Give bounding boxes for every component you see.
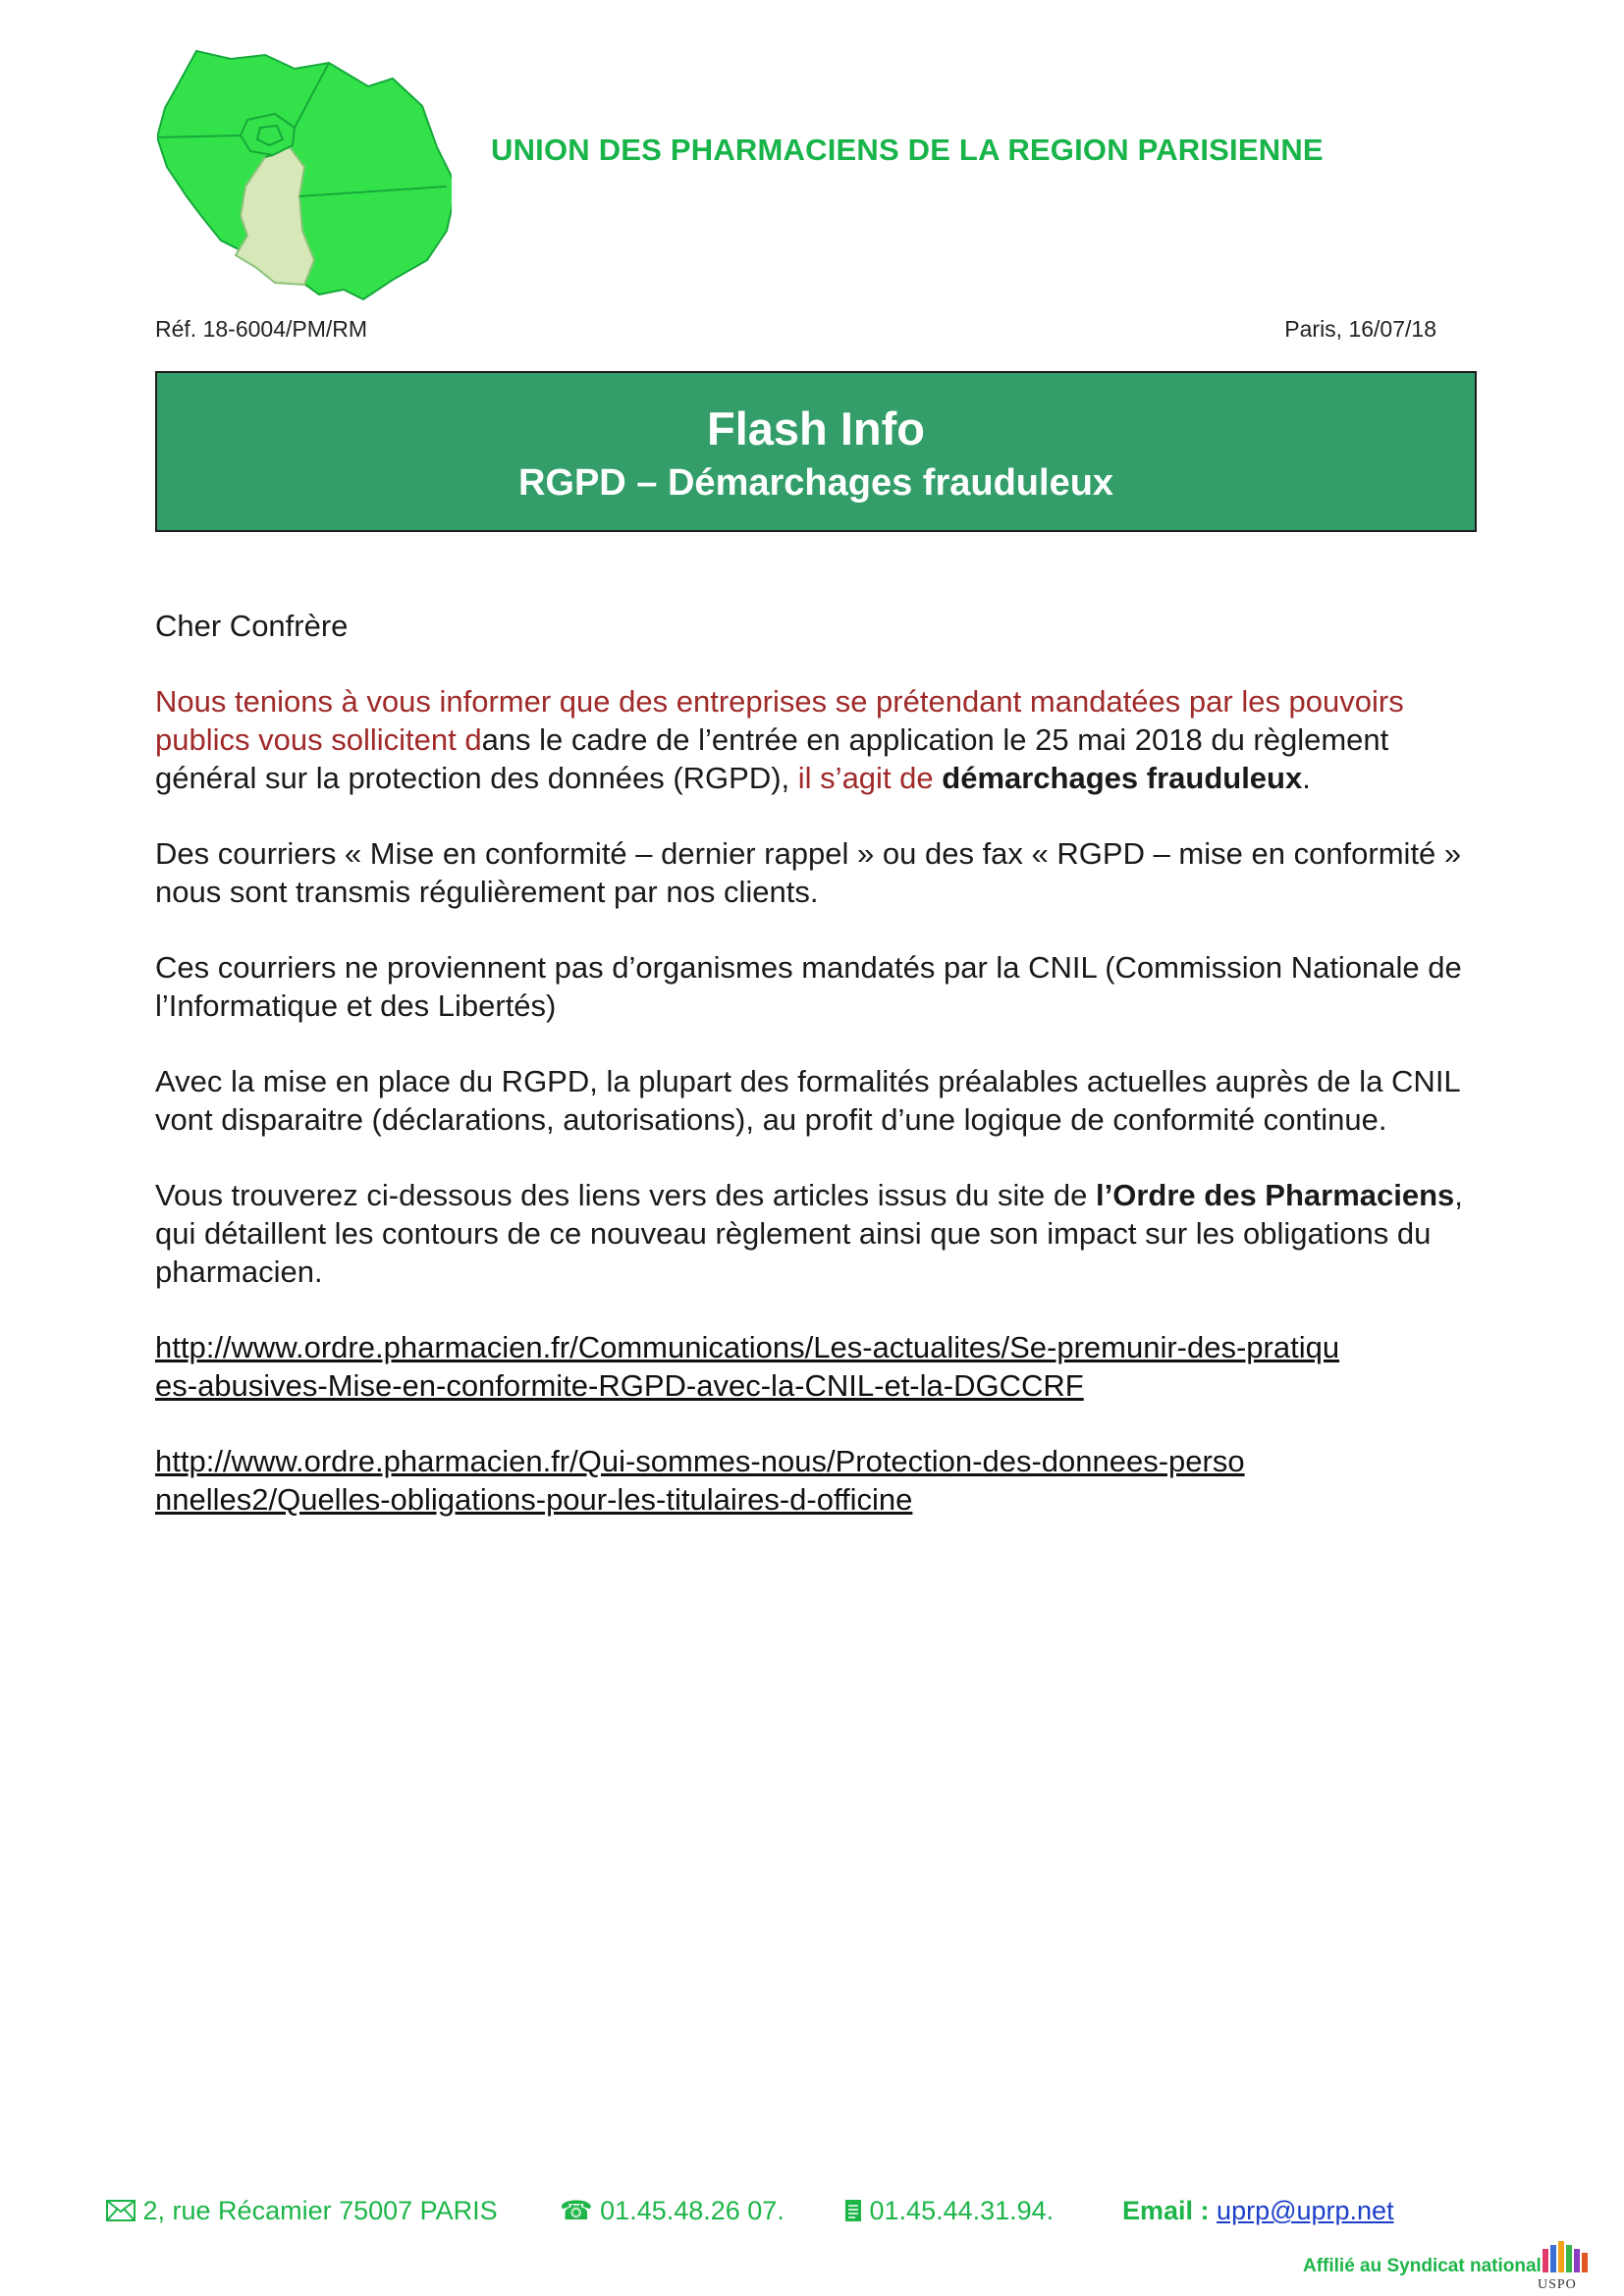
p1-red-text-2: il s’agit de (797, 761, 943, 795)
paragraph-2: Des courriers « Mise en conformité – dernier rappel » ou des fax « RGPD – mise en conformité » nous sont transmis régulièrement par nos clients. (155, 836, 1462, 909)
ile-de-france-map-logo (157, 49, 452, 304)
footer-address (106, 2196, 498, 2226)
ordre-link-2[interactable]: http://www.ordre.pharmacien.fr/Qui-sommes-nous/Protection-des-donnees-personnelles2/Quelles-obligations-pour-les-titulaires-d-officine (155, 1444, 1245, 1517)
p1-bold-text: démarchages frauduleux (942, 761, 1303, 795)
fax-text: 01.45.44.31.94. (869, 2196, 1055, 2225)
document-date: Paris, 16/07/18 (1284, 316, 1436, 342)
p1-red-text: Nous tenions à vous informer que des entreprises se prétendant mandatées par les pouvoirs publics vous sollicitent d (155, 684, 1404, 757)
p1-end: . (1302, 761, 1311, 795)
affiliation-text: Affilié au Syndicat national (1303, 2256, 1542, 2276)
paragraph-1 (155, 682, 1481, 797)
phone-text: 01.45.48.26 07. (600, 2196, 785, 2225)
greeting: Cher Confrère (155, 609, 349, 643)
paragraph-4: Avec la mise en place du RGPD, la plupart des formalités préalables actuelles auprès de la CNIL vont disparaitre (déclarations, autorisations), au profit d’une logique de conformité continue. (155, 1064, 1460, 1137)
reference-number: Réf. 18-6004/PM/RM (155, 316, 368, 342)
email-label: Email : (1122, 2196, 1210, 2225)
banner-subtitle: RGPD – Démarchages frauduleux (517, 462, 1114, 504)
paragraph-5 (155, 1176, 1481, 1291)
footer-email (1122, 2196, 1394, 2226)
fax-document-icon (844, 2199, 862, 2222)
banner-title: Flash Info (707, 402, 925, 454)
letter-body (155, 607, 1481, 1556)
telephone-icon: ☎ (560, 2196, 593, 2225)
link-paragraph-1 (155, 1328, 1343, 1405)
flash-info-banner (155, 371, 1477, 532)
footer-fax (844, 2196, 1054, 2226)
organization-name: UNION DES PHARMACIENS DE LA REGION PARISIENNE (491, 133, 1324, 167)
p1-text: ans le cadre de l’entrée en application le 25 mai 2018 du règlement général sur la protection des données (RGPD), (155, 722, 1389, 795)
p5-text: Vous trouverez ci-dessous des liens vers des articles issus du site de (155, 1178, 1097, 1212)
p5-text-2: , qui détaillent les contours de ce nouveau règlement ainsi que son impact sur les obligations du pharmacien. (155, 1178, 1463, 1289)
uspo-label: USPO (1538, 2277, 1577, 2292)
ordre-link-1[interactable]: http://www.ordre.pharmacien.fr/Communications/Les-actualites/Se-premunir-des-pratiques-abusives-Mise-en-conformite-RGPD-avec-la-CNIL-et-la-DGCCRF (155, 1330, 1340, 1403)
paragraph-3: Ces courriers ne proviennent pas d’organismes mandatés par la CNIL (Commission Nationale de l’Informatique et des Libertés) (155, 950, 1462, 1023)
p5-bold-text: l’Ordre des Pharmaciens (1096, 1178, 1455, 1212)
envelope-icon (106, 2200, 135, 2221)
link-paragraph-2 (155, 1442, 1255, 1519)
email-link[interactable]: uprp@uprp.net (1217, 2196, 1394, 2225)
footer-phone (560, 2196, 785, 2226)
address-text: 2, rue Récamier 75007 PARIS (142, 2196, 498, 2225)
